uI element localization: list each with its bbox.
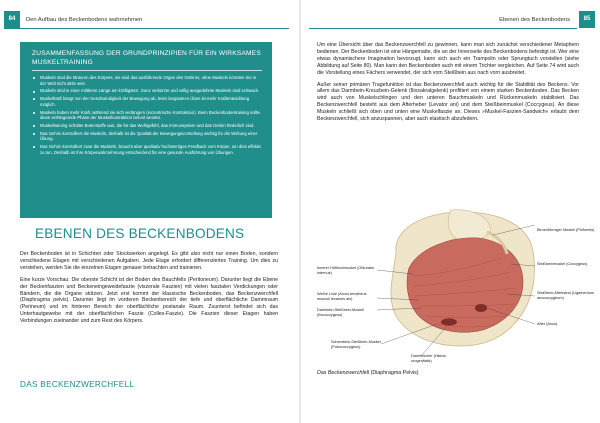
caption-rest: (Diaphragma Pelvis) [369, 370, 419, 376]
page-number-right: 85 [579, 11, 595, 28]
caption-italic: Das Beckenzwerchfell [317, 370, 370, 376]
summary-box [20, 42, 272, 218]
label-anus: After (Anus) [537, 322, 558, 326]
running-head-left: Den Aufbau des Beckenbodens wahrnehmen [26, 17, 143, 23]
left-page [0, 0, 299, 423]
paragraph: Eine kurze Vorschau: Die oberste Schicht ist der Boden des Bauchfells (Peritoneum). Darunter liegt die Ebene der Beckenfaszien und Beckeneingeweidefaszie (viszerale Faszien) mit vielen faszialen Verdickungen oder Bändern, die die Organe stützen. Jetzt erst kommt der klassische Beckenboden, das Beckenzwerchfell (Diaphragma pelvis). Darunter liegt im vorderen Beckenbereich der tiefe und oberflächliche Dammraum (Perineum) und im hinteren Bereich der oberflächliche postanale Raum. Zuunterst befindet sich das Unterhautgewebe mit der oberflächlichen Faszie (Colles-Faszie). Die Faszien dieser Etagen haben Verbindungen zueinander und zum Rest des Körpers. [20, 276, 278, 325]
right-page [301, 0, 600, 423]
label-coccygeus: Steißbeinmuskel (Coccygeus) [537, 262, 588, 266]
label-pubococcygeus: Schambein-Steißbein-Muskel (Pubococcygeus) [331, 340, 381, 349]
summary-item: Muskeln haben mehr Kraft, während sie sich verlängern (exzentrische Kontraktion). Beim Beckenbodentraining sollte diese verlängernde Phase der Muskelkontraktion betont werden. [32, 110, 262, 121]
paragraph: Um eine Übersicht über das Beckenzwerchfell zu gewinnen, kann man sich zunächst verschiedener Metaphern bedienen. Der Beckenboden ist eine Hängematte, die an der Innenseite des Beckenbodens befestigt ist. Wer eine etwas dynamischere Imagination bevorzugt, kann sich auch ein Trampolin oder Sprungtuch vorstellen (siehe Abbildung auf Seite 80). Man kann den Beckenboden auch mit einem Trichter vergleichen. Auf Seite 74 wird auch die Vorstellung eines Fächers verwendet, der sich vom Steißbein aus nach vorn ausbreitet. [317, 42, 579, 76]
header-rule-left [4, 28, 289, 29]
summary-item: Das Gehirn kontrolliert zwar die Muskeln, braucht aber qualitativ hochwertiges Feedback vom Körper, um dies effektiv zu tun. Deshalb ist Ihre Körperwahrnehmung entscheidend für eine gesunde Ausführung von Übungen. [32, 144, 262, 155]
label-arcus: Weiße Linie (Arcus tendineus musculi levatoris ani) [317, 292, 367, 301]
left-body [20, 251, 278, 330]
label-iliococcygeus: Darmbein-Steißbein-Muskel (Iliococcygeus) [317, 308, 365, 317]
summary-item: Muskeltraining schüttet Botenstoffe aus, die für das Wohlgefühl, das Immunsystem und das Gehirn förderlich sind. [32, 123, 262, 129]
label-anococcygeum: Steißbein-Afterband (Ligamentum anococcygeum) [537, 291, 594, 300]
right-body [317, 42, 579, 128]
paragraph: Außer seiner primären Tragefunktion ist das Beckenzwerchfell auch wichtig für die Stabilität des Beckens. Vor allem das Darmbein-Kreuzbein-Gelenk (Iliosakralgelenk) profitiert von einem starken Beckenboden. Das Becken wird auch von Muskelschlingen und den unteren Bauchmuskeln und Rückenmuskeln stabilisiert. Das Beckenzwerchfell besteht aus dem Afterheber (Levator ani) und dem Steißbeinmuskel (Coccygeus). An diese Muskeln schließt sich oben und unten eine Muskelfaszie an. Dieses »Muskel-Faszien-Sandwich« erlaubt dem Beckenzwerchfell, sich anzuspannen, aber auch elastisch abzufedern. [317, 81, 579, 123]
section-heading: EBENEN DES BECKENBODENS [35, 226, 245, 241]
header-rule-right [309, 28, 577, 29]
page-number-left: 84 [4, 11, 20, 28]
summary-list [32, 75, 262, 155]
summary-item: Das Gehirn kontrolliert die Muskeln, deshalb ist die Qualität der Bewegungsvorstellung wichtig für die Wirkung einer Übung. [32, 131, 262, 142]
label-hiatus: Dammlöcher (Hiatus urogenitalis) [411, 354, 446, 363]
paragraph: Der Beckenboden ist in Schichten oder Stockwerken angelegt. Es gibt also nicht nur einen Boden, sondern verschiedene Etagen mit verschiedenen Aufgaben. Jede Etage erfordert differenziertes Training. Um dies zu verstehen, werden Sie die einzelnen Etagen genauer betrachten und trainieren. [20, 251, 278, 271]
summary-item: Muskelkraft hängt von der Geschwindigkeit der Bewegung ab, beim langsamen Üben ist mehr Kraftentwicklung möglich. [32, 96, 262, 107]
figure-caption [317, 370, 419, 376]
label-piriformis: Birnenförmiger Muskel (Piriformis) [537, 228, 595, 232]
subheading: DAS BECKENZWERCHFELL [20, 380, 135, 389]
pelvic-floor-illustration [301, 196, 600, 376]
summary-title: ZUSAMMENFASSUNG DER GRUNDPRINZIPIEN FÜR EIN WIRKSAMES MUSKELTRAINING [32, 50, 262, 71]
summary-item: Muskeln sind in einer mittleren Länge am kräftigsten. Ganz verkürzte und völlig ausgedehnte Muskeln sind schwach. [32, 88, 262, 94]
running-head-right: Ebenen des Beckenbodens [499, 17, 570, 23]
label-obturator: Innerer Hüftlochmuskel (Obturator internus) [317, 266, 375, 275]
summary-item: Muskeln sind die Motoren des Körpers, sie sind das ausführende Organ des Gehirns, ohne Muskeln könnten Sie in der Welt nicht aktiv sein. [32, 75, 262, 86]
